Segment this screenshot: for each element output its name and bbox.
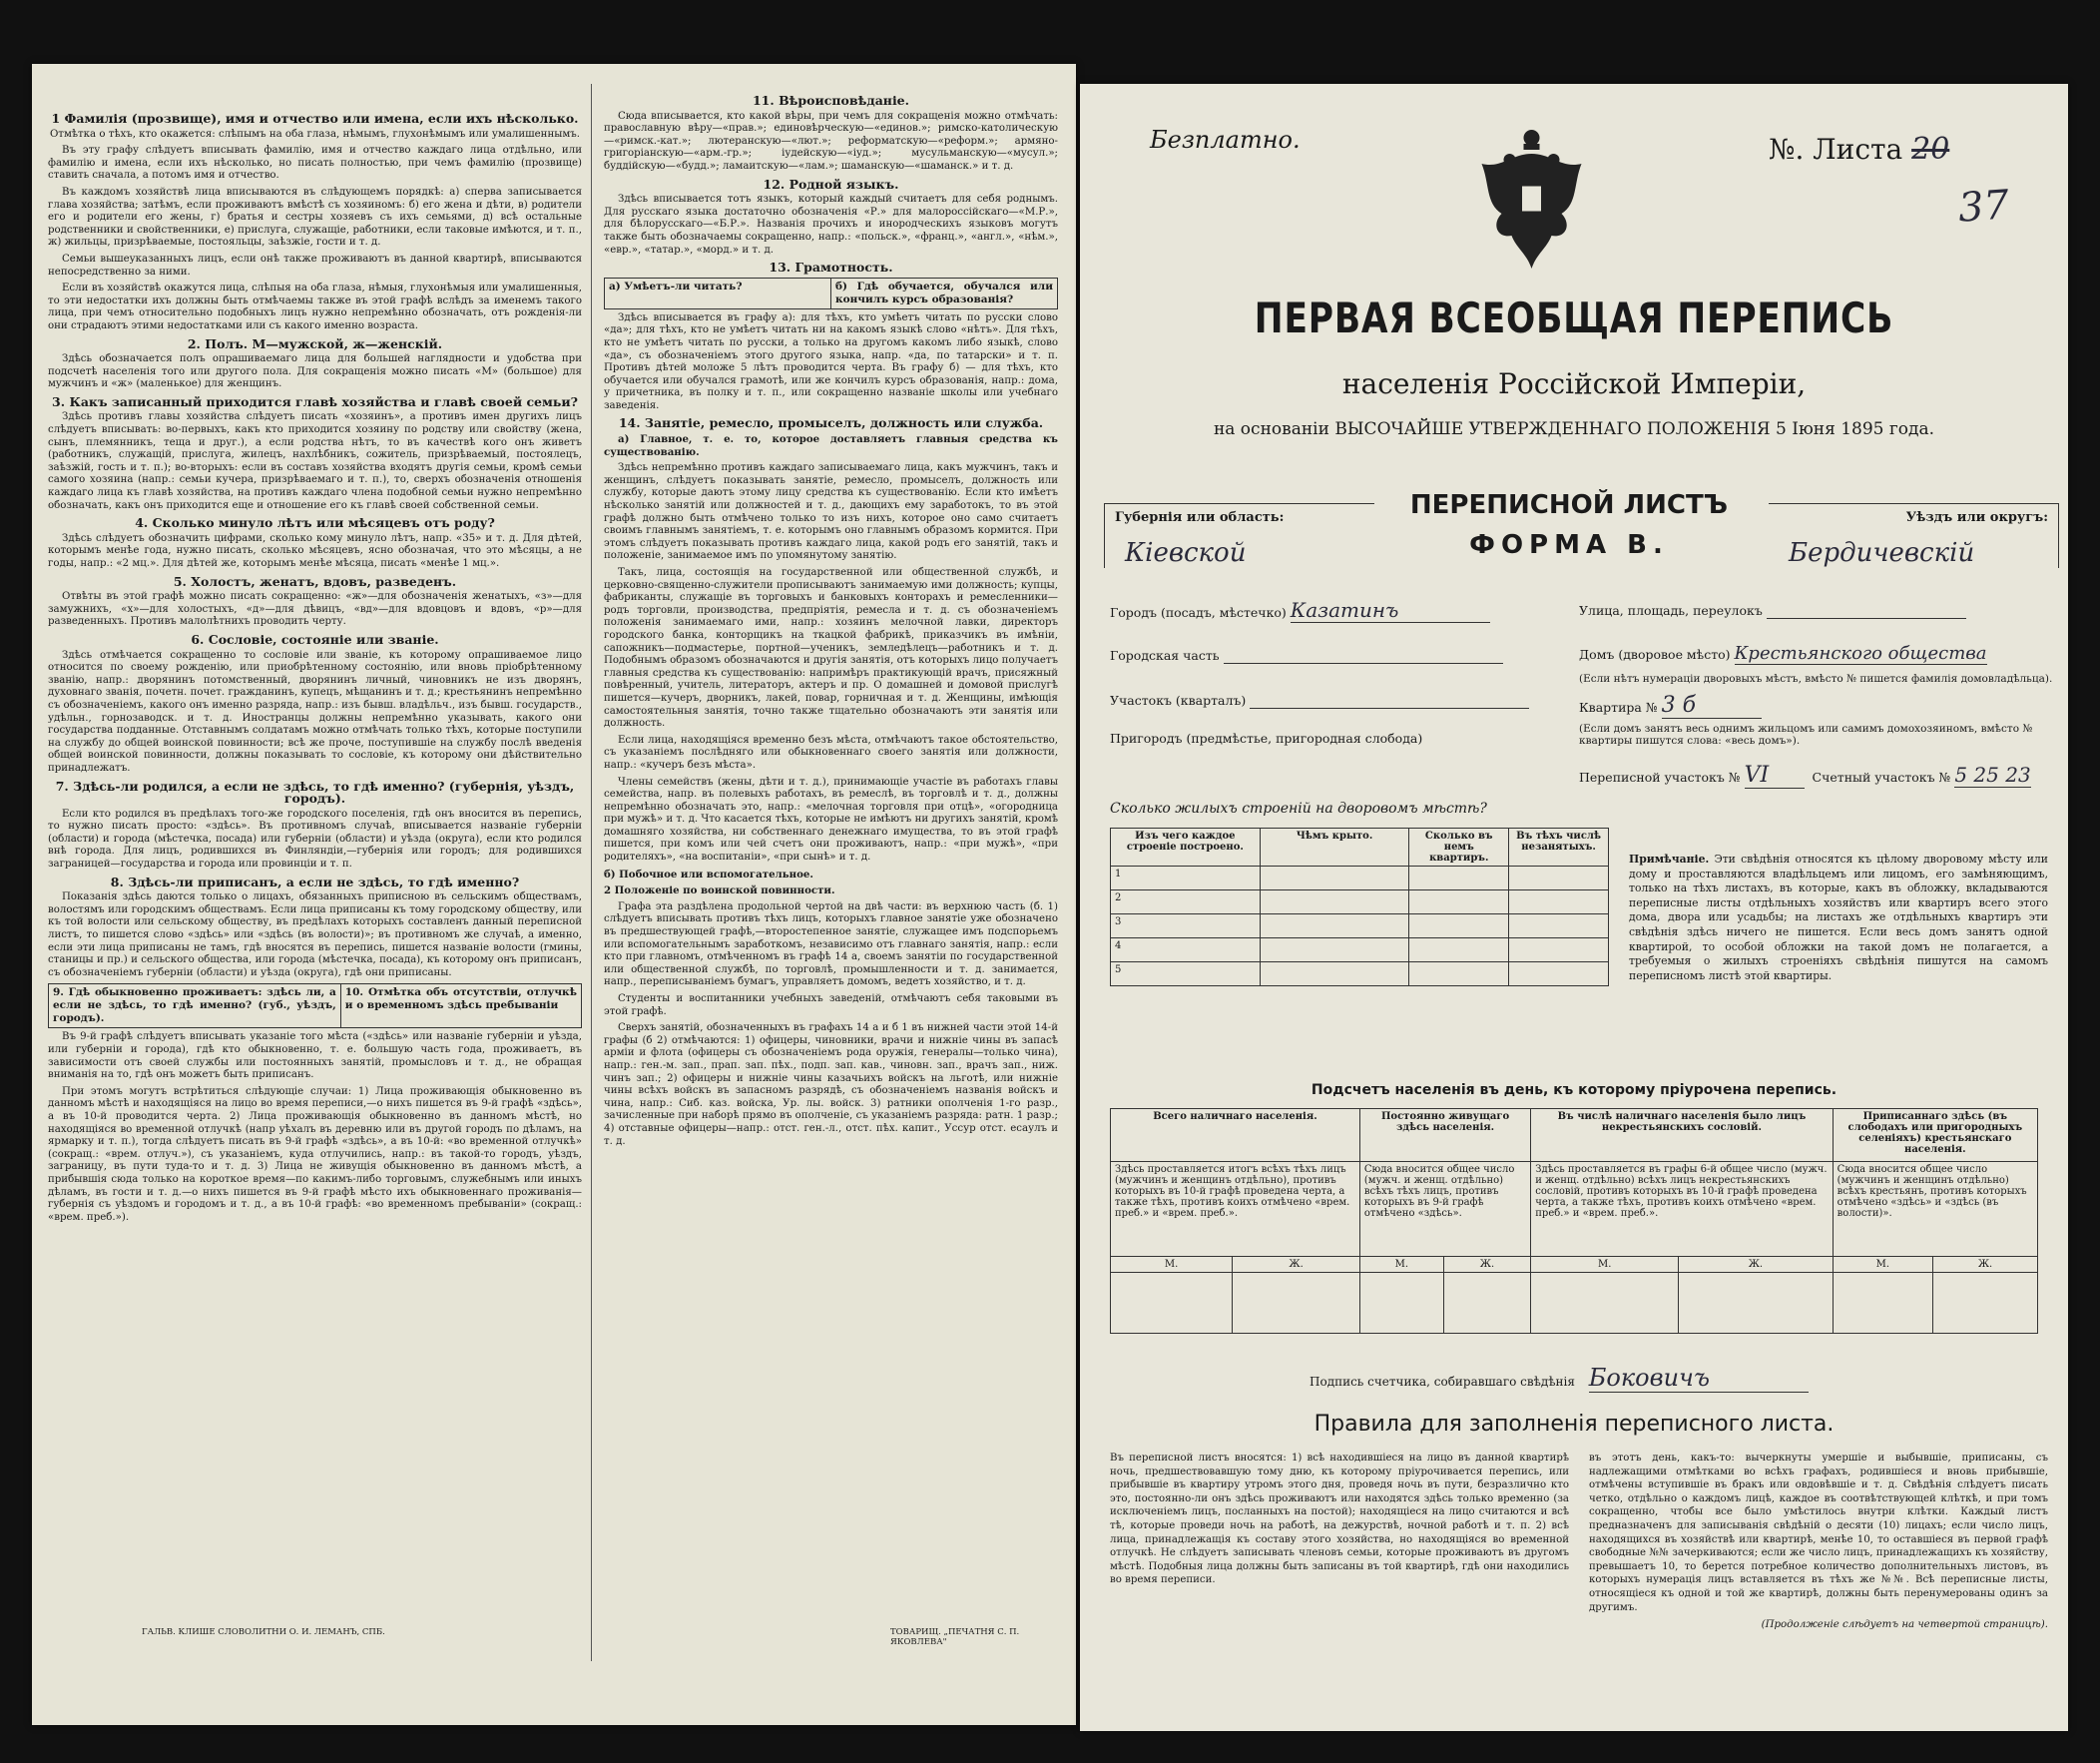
- left-column-2: [604, 90, 1058, 1667]
- table-header: Въ числѣ наличнаго населенія было лицъ некрестьянскихъ сословій.: [1531, 1109, 1833, 1162]
- census-basis: на основаніи ВЫСОЧАЙШЕ УТВЕРЖДЕННАГО ПОЛОЖЕНІЯ 5 Іюня 1895 года.: [1213, 419, 1935, 439]
- signature-value: Боковичъ: [1589, 1364, 1809, 1393]
- apartment-field: [1579, 693, 2058, 719]
- sheet-number-label: №. Листа: [1769, 133, 1903, 166]
- heading-2: 2. Полъ. М—мужской, ж—женскій.: [187, 335, 443, 351]
- note-text: Эти свѣдѣнія относятся къ цѣлому дворовому мѣсту или дому и проставляются владѣльцемъ или лицомъ, его замѣняющимъ, только на тѣхъ листахъ, въ которые, какъ въ обложку, вкладываются переписные листы отдѣльныхъ хозяйствъ или квартиръ всего этого дома, двора или усадьбы; на листахъ же отдѣльныхъ квартиръ эти свѣдѣнія здѣсь ничего не пишется. Если весь домъ занятъ одной квартирой, то особой обложки на такой домъ не полагается, а требуемыя о жилыхъ строеніяхъ свѣдѣнія пишутся на самомъ переписномъ листѣ этой квартиры.: [1629, 853, 2048, 982]
- city-part-field: [1110, 648, 1549, 664]
- table-row: [1111, 1273, 2038, 1334]
- table-header-row: [1111, 829, 1609, 867]
- district-label: Участокъ (кварталъ): [1110, 693, 1247, 708]
- heading-8: 8. Здѣсь-ли приписанъ, а если не здѣсь, то гдѣ именно?: [110, 874, 520, 889]
- female-header: Ж.: [1933, 1257, 2038, 1273]
- buildings-table: [1110, 828, 1609, 986]
- count-district-value: 5 25 23: [1954, 763, 2031, 787]
- heading-14: 14. Занятіе, ремесло, промыселъ, должность или служба.: [618, 415, 1044, 431]
- rules-column-2-text: въ этотъ день, какъ-то: вычеркнуты умершіе и выбывшіе, приписаны, съ надлежащими отмѣтками во всѣхъ графахъ, родившіеся и вновь прибывшіе, отмѣчены вступившіе въ бракъ или овдовѣвшіе и т. д. Свѣдѣнія слѣдуетъ писать четко, отдѣльно о каждомъ лицѣ, каждое въ соотвѣтствующей клѣткѣ, и при томъ сокращенно, чтобы все было умѣстилось внутри клѣтки. Каждый листъ предназначенъ для записыванія свѣдѣній о десяти (10) лицахъ; если число лицъ, находящихся въ хозяйствѣ или квартирѣ, менѣе 10, то оставшіеся въ первой графѣ свободные №№ зачеркиваются; если же число лицъ, принадлежащихъ къ хозяйству, превышаетъ 10, то берется потребное количество дополнительныхъ листовъ, въ которыхъ нумерація лицъ вставляется въ тѣхъ же №№. Всѣ переписные листы, относящіеся къ одной и той же квартирѣ, должны быть перенумерованы одинъ за другимъ.: [1589, 1453, 2048, 1613]
- paragraph: Сверхъ занятій, обозначенныхъ въ графахъ 14 а и б 1 въ нижней части этой 14-й графы (б 2) отмѣчаются: 1) офицеры, чиновники, врачи и нижніе чины въ запасѣ арміи и флота (офицеры съ обозначеніемъ рода оружія, генералы—только чина), напр.: ген.-м. зап., прап. зап. пѣх., подп. зап. кав., чиновн. зап., врачъ зап., ниж. чинъ зап.; 2) офицеры и нижніе чины казачьихъ войскъ на льготѣ, или нижніе чины всѣхъ войскъ въ запасномъ разрядѣ, съ обозначеніемъ названія войскъ и чина, напр.: Сиб. каз. войска, Ур. лы. войск. 3) ратники ополченія 1-го разр., зачисленные при наборѣ прямо въ ополченіе, съ указаніемъ разряда: ратн. 1 разр.; 4) отставные офицеры—напр.: отст. ген.-л., отст. пѣх. капит., Уссур отст. есаулъ и т. д.: [604, 1022, 1058, 1147]
- rules-column-1: Въ переписной листъ вносятся: 1) всѣ находившіеся на лицо въ данной квартирѣ ночь, предшествовавшую тому дню, къ которому пріурочивается перепись, или прибывшіе въ квартиру утромъ этого дня, проведя ночь въ пути, безразлично кто это, постоянно-ли онъ здѣсь проживаютъ или находятся здѣсь только временно (за исключеніемъ лицъ, посланныхъ на постой); находящіеся на лицо считаются и всѣ тѣ, которые проведи ночь на работѣ, на дежурствѣ, ночной работѣ и т. п. 2) всѣ лица, принадлежащія къ составу этого хозяйства, но находящіяся во временной отлучкѣ. Не слѣдуетъ записывать членовъ семьи, которые проживаютъ въ другомъ мѣстѣ. Подобныя лица должны быть записаны въ той квартирѣ, гдѣ они находились во время переписи.: [1110, 1453, 1569, 1586]
- table-cell: [1409, 962, 1509, 986]
- table-header: Чѣмъ крыто.: [1260, 829, 1409, 867]
- row-number: 2: [1111, 890, 1261, 914]
- count-district-label: Счетный участокъ №: [1812, 770, 1951, 785]
- heading-9-10-box: [48, 983, 582, 1028]
- buildings-question: Сколько жилыхъ строеній на дворовомъ мѣстѣ?: [1110, 801, 1487, 817]
- paragraph: Сюда вписывается, кто какой вѣры, при чемъ для сокращенія можно отмѣчать: православную вѣру—«прав.»; единовѣрческую—«единов.»; римско-католическую—«римск.-кат.»; лютеранскую—«лют.»; реформатскую—«реформ.»; армяно-григоріанскую—«арм.-гр.»; іудейскую—«іуд.»; мусульманскую—«мусул.»; буддійскую—«будд.»; ламаитскую—«лам.»; шаманскую—«шаманск.» и т. д.: [604, 110, 1058, 172]
- table-cell: Сюда вносится общее число (мужч. и женщ. отдѣльно) всѣхъ тѣхъ лицъ, противъ которыхъ въ 9-й графѣ отмѣчено «здѣсь».: [1359, 1162, 1530, 1257]
- rules-column-2: [1589, 1452, 2048, 1632]
- uezd-label: Уѣздъ или округъ:: [1905, 510, 2048, 525]
- population-table: [1110, 1108, 2038, 1334]
- table-header: Постоянно живущаго здѣсь населенія.: [1359, 1109, 1530, 1162]
- heading-11: 11. Вѣроисповѣданіе.: [752, 93, 909, 108]
- paragraph: Здѣсь обозначается полъ опрашиваемаго лица для большей наглядности и удобства при подсчетѣ населенія того или другого пола. Для сокращенія можно писать «М» (большое) для мужчинъ и «ж» (маленькое) для женщинъ.: [48, 353, 582, 390]
- male-header: М.: [1111, 1257, 1233, 1273]
- table-header: Въ тѣхъ числѣ незанятыхъ.: [1509, 829, 1609, 867]
- table-row: [1111, 890, 1609, 914]
- province-label: Губернія или область:: [1115, 510, 1285, 525]
- table-row: [1111, 1162, 2038, 1257]
- house-label: Домъ (дворовое мѣсто): [1579, 647, 1731, 662]
- census-district-label: Переписной участокъ №: [1579, 770, 1741, 785]
- female-header: Ж.: [1679, 1257, 1834, 1273]
- heading-14c: 2 Положеніе по воинской повинности.: [604, 884, 835, 897]
- table-row: [1111, 938, 1609, 962]
- paragraph: Такъ, лица, состоящія на государственной или общественной службѣ, и церковно-священно-служители прописываютъ занимаемую ими должность; купцы, фабриканты, служащіе въ торговыхъ и банковыхъ конторахъ и ремесленники—родъ торговли, производства, предпріятія, ремесла и т. д. съ обозначеніемъ положенія занимаемаго ими, напр.: хозяинъ мелочной лавки, директоръ городского банка, конторщикъ на ткацкой фабрикѣ, приказчикъ въ имѣніи, сапожникъ—подмастерье, портной—ученикъ, земледѣлецъ—работникъ и т. д. Подобнымъ образомъ обозначаются и другія занятія, отъ которыхъ лицо получаетъ главныя средства къ существованію: напримѣръ практикующій врачъ, присяжный повѣренный, учитель, литераторъ, актеръ и пр. О домашней и домовой прислугѣ пишется—кучеръ, дворникъ, лакей, повар, горничная и т. д. Женщины, имѣющія самостоятельныя занятія, точно также тщательно обозначаютъ эти занятія или должность.: [604, 567, 1058, 730]
- table-row: [1111, 867, 1609, 890]
- paragraph: Въ эту графу слѣдуетъ вписывать фамилію, имя и отчество каждаго лица отдѣльно, или фамилію и имена, если ихъ нѣсколько, но писать полностью, при чемъ фамилію (прозвище) ставить сначала, а потомъ имя и отчество.: [48, 145, 582, 182]
- female-header: Ж.: [1233, 1257, 1360, 1273]
- heading-4: 4. Сколько минуло лѣтъ или мѣсяцевъ отъ роду?: [135, 515, 495, 531]
- suburb-field: [1110, 731, 1549, 746]
- paragraph: Здѣсь вписывается въ графу а): для тѣхъ, кто умѣетъ читать по русски слово «да»; для тѣхъ, кто не умѣетъ читать ни на какомъ языкѣ слово «нѣтъ». Для тѣхъ, кто не умѣетъ читать по русски, а только на другомъ какомъ либо языкѣ, слово «да», съ обозначеніемъ этого другого языка, напр. «да, по татарски» и т. п. Противъ дѣтей моложе 5 лѣтъ проводится черта. Въ графу б) — для тѣхъ, кто обучается или обучался грамотѣ, или же кончилъ курсъ образованія, напр.: дома, у причетника, въ полку и т. п., или сокращенно названіе школы или учебнаго заведенія.: [604, 311, 1058, 411]
- street-label: Улица, площадь, переулокъ: [1579, 603, 1763, 618]
- heading-1: 1 Фамилія (прозвище), имя и отчество или имена, если ихъ нѣсколько.: [51, 111, 579, 126]
- province-box: [1104, 503, 1374, 568]
- table-row: [1111, 962, 1609, 986]
- table-row: [1111, 1257, 2038, 1273]
- free-label: Безплатно.: [1150, 126, 1301, 154]
- left-page: [32, 64, 1076, 1725]
- table-header: Всего наличнаго населенія.: [1111, 1109, 1360, 1162]
- double-headed-eagle-icon: [1469, 124, 1594, 274]
- paragraph: Здѣсь противъ главы хозяйства слѣдуетъ писать «хозяинъ», а противъ имен другихъ лицъ слѣдуетъ вписывать: во-первыхъ, какъ кто приходится хозяину по родству или свойству (жена, сынъ, племянникъ, теща и друг.), а если родства нѣтъ, то въ качествѣ кого онъ живетъ (работникъ, служащій, прислуга, жилецъ, нахлѣбникъ, сожитель, призрѣваемый, постоялецъ, заѣзжій, гость и т. п.); во-вторыхъ: если въ составъ хозяйства входятъ другія семьи, кромѣ семьи самого хозяина (напр.: семьи кучера, призрѣваемаго и т. п.), то, сверхъ обозначенія отношенія каждаго лица къ главѣ хозяйства, на противъ каждаго члена подобной семьи нужно непремѣнно обозначать, какъ онъ приходится еще и отношение его къ главѣ своей собственной семьи.: [48, 411, 582, 511]
- street-field: [1579, 603, 2058, 619]
- row-number: 1: [1111, 867, 1261, 890]
- sheet-number-value: 20: [1911, 132, 1950, 167]
- table-cell: [1409, 867, 1509, 890]
- paragraph: Здѣсь слѣдуетъ обозначить цифрами, сколько кому минуло лѣтъ, напр. «35» и т. д. Для дѣтей, которымъ менѣе года, нужно писать, сколько мѣсяцевъ, ясно обозначая, что это мѣсяцы, а не годы, напр.: «2 мц.». Для дѣтей же, которымъ менѣе мѣсяца, писать «менѣе 1 мц.».: [48, 532, 582, 569]
- house-note: (Если нѣтъ нумераціи дворовыхъ мѣстъ, вмѣсто № пишется фамилія домовладѣльца).: [1579, 673, 2053, 685]
- table-cell: [1409, 914, 1509, 938]
- heading-10: 10. Отмѣтка объ отсутствіи, отлучкѣ и о временномъ здѣсь пребываніи: [344, 986, 577, 1012]
- paragraph: Если кто родился въ предѣлахъ того-же городского поселенія, гдѣ онъ вносится въ перепись, то нужно писать просто: «здѣсь». Въ противномъ случаѣ, вписывается названіе губерніи (области) и города (мѣстечка, посада) или губерніи (области) и уѣзда (округа), если кто родился внѣ города. Для лицъ, родившихся въ Финляндіи,—губернія или городъ; для родившихся заграницей—государства и города или провинціи и т. п.: [48, 808, 582, 871]
- heading-9: 9. Гдѣ обыкновенно проживаетъ: здѣсь ли, а если не здѣсь, то гдѣ именно? (губ., уѣздъ, городъ).: [49, 984, 341, 1027]
- house-value: Крестьянского общества: [1734, 643, 1987, 664]
- row-number: 3: [1111, 914, 1261, 938]
- heading-14a: а) Главное, т. е. то, которое доставляетъ главныя средства къ существованію.: [604, 433, 1058, 458]
- female-header: Ж.: [1443, 1257, 1531, 1273]
- row-number: 5: [1111, 962, 1261, 986]
- population-count-title: Подсчетъ населенія въ день, къ которому пріурочена перепись.: [1311, 1082, 1838, 1098]
- province-value: Кіевской: [1125, 538, 1247, 568]
- table-header-row: [1111, 1109, 2038, 1162]
- paragraph: Въ 9-й графѣ слѣдуетъ вписывать указаніе того мѣста («здѣсь» или названіе губерніи и уѣзда, или губерніи и города), гдѣ кто обыкновенно, т. е. большую часть года, проживаетъ, въ зависимости отъ своей службы или постоянныхъ занятій, промысловъ и т. д., не обращая вниманія на то, гдѣ онъ можетъ быть приписанъ.: [48, 1031, 582, 1081]
- male-header: М.: [1833, 1257, 1932, 1273]
- paragraph: Отвѣты въ этой графѣ можно писать сокращенно: «ж»—для обозначенія женатыхъ, «з»—для замужнихъ, «х»—для холостыхъ, «д»—для дѣвицъ, «вд»—для вдовцовъ и вдовъ, «р»—для разведенныхъ. Противъ малолѣтнихъ проводить черту.: [48, 591, 582, 628]
- table-cell: [1260, 962, 1409, 986]
- house-field: [1579, 643, 2058, 665]
- paragraph: При этомъ могутъ встрѣтиться слѣдующіе случаи: 1) Лица проживающія обыкновенно въ данномъ мѣстѣ и находящіяся на лицо во время переписи,—о нихъ пишется въ 9-й графѣ «здѣсь», а въ 10-й проводится черта. 2) Лица проживающія обыкновенно въ данномъ мѣстѣ, но находящіяся во временной отлучкѣ (напр уѣхалъ въ деревню или въ другой городъ по дѣламъ, на ярмарку и т. п.), тогда слѣдуетъ писать въ 9-й графѣ «здѣсь», а въ 10-й: «во временной отлучкѣ» (сокращ.: «врем. отлуч.»), съ указаніемъ, куда отлучились, напр.: въ такой-то городъ, уѣздъ, заграницу, въ пути туда-то и т. д. 3) Лица не живущія обыкновенно въ данномъ мѣстѣ, а прибывшія сюда только на короткое время—по какимъ-либо торговымъ, служебнымъ или иныхъ дѣламъ, въ гости и т. д.—о нихъ пишется въ 9-й графѣ мѣсто ихъ обыкновеннаго проживанія—губернія съ уѣздомъ и городомъ и т. д., а въ 10-й графѣ: «во временномъ пребываніи» (сокращ.: «врем. преб.»).: [48, 1085, 582, 1223]
- paragraph: Семьи вышеуказанныхъ лицъ, если онѣ также проживаютъ въ данной квартирѣ, вписываются непосредственно за ними.: [48, 253, 582, 278]
- male-header: М.: [1359, 1257, 1443, 1273]
- row-number: 4: [1111, 938, 1261, 962]
- census-title: ПЕРВАЯ ВСЕОБЩАЯ ПЕРЕПИСЬ: [1254, 294, 1894, 342]
- enumerator-signature-field: [1310, 1364, 1809, 1393]
- uezd-value: Бердичевскій: [1789, 538, 1975, 568]
- heading-1b: Отмѣтка о тѣхъ, кто окажется: слѣпымъ на оба глаза, нѣмымъ, глухонѣмымъ или умалишеннымъ.: [49, 128, 581, 140]
- city-value: Казатинъ: [1291, 598, 1490, 623]
- table-cell: [1260, 867, 1409, 890]
- table-cell: Здѣсь проставляется итогъ всѣхъ тѣхъ лицъ (мужчинъ и женщинъ отдѣльно), противъ которыхъ въ 10-й графѣ проведена черта, а также тѣхъ, противъ коихъ отмѣчено «врем. преб.» и «врем. преб.».: [1111, 1162, 1360, 1257]
- heading-13b: б) Гдѣ обучается, обучался или кончилъ курсъ образованія?: [835, 280, 1053, 305]
- sheet-number-field: [1769, 132, 1949, 167]
- table-row: [1111, 914, 1609, 938]
- table-cell: [1260, 938, 1409, 962]
- form-title-line2: ФОРМА В.: [1469, 530, 1669, 560]
- heading-13a: а) Умѣетъ-ли читать?: [605, 279, 831, 308]
- suburb-label: Пригородъ (предмѣстье, пригородная слобода): [1110, 731, 1423, 746]
- apartment-label: Квартира №: [1579, 700, 1658, 715]
- paragraph: Показанія здѣсь даются только о лицахъ, обязанныхъ приписною въ сельскимъ обществамъ, волостямъ или городскимъ обществамъ. Если лица приписаны къ тому городскому обществу, или къ той волости или сельскому обществу, въ предѣлахъ которыхъ составленъ данный переписной листъ, то пишется слово «здѣсь» или «здѣсь (въ волости)»; въ противномъ же случаѣ, а именно, если эти лица приписаны не тамъ, гдѣ вносятся въ перепись, пишется названіе волости (гмины, станицы и пр.) и сельского общества, или города (мѣстечка, посада), къ которому онъ приписанъ, съ обозначеніемъ губерніи (области) и уѣзда (округа), гдѣ они приписаны.: [48, 891, 582, 978]
- table-cell: [1409, 890, 1509, 914]
- signature-label: Подпись счетчика, собиравшаго свѣдѣнія: [1310, 1375, 1575, 1389]
- heading-12: 12. Родной языкъ.: [763, 176, 899, 192]
- heading-13-box: [604, 278, 1058, 309]
- table-cell: [1260, 914, 1409, 938]
- paragraph: Здѣсь вписывается тотъ языкъ, который каждый считаетъ для себя роднымъ. Для русскаго языка достаточно обозначенія «Р.» для малороссійскаго—«М.Р.», для бѣлорусскаго—«Б.Р.». Названія прочихъ и инородческихъ языковъ могутъ также быть обозначаемы сокращенно, напр.: «польск.», «франц.», «англ.», «нѣм.», «евр.», «татар.», «морд.» и т. д.: [604, 194, 1058, 256]
- census-district-field: [1579, 763, 2058, 789]
- city-part-label: Городская часть: [1110, 648, 1220, 663]
- rules-title: Правила для заполненія переписного листа.: [1313, 1412, 1835, 1437]
- heading-7: 7. Здѣсь-ли родился, а если не здѣсь, то гдѣ именно? (губернія, уѣздъ, городъ).: [55, 778, 575, 807]
- paragraph: Здѣсь отмѣчается сокращенно то сословіе или званіе, къ которому опрашиваемое лицо относится по своему рожденію, или приобрѣтенному состоянію, или вновь пріобрѣтенному званію, напр.: дворянинъ потомственный, дворянинъ личный, чиновникъ не изъ дворянъ, духовнаго званія, почетн. почет. гражданинъ, купецъ, мѣщанинъ и т. д.; крестьянинъ непремѣнно съ обозначеніемъ, какого онъ именно разряда, напр.: изъ бывш. владѣльч., изъ бывш. государств., удѣльн., горнозаводск. и т. д. Иностранцы должны непремѣнно указывать, какого они государства подданные. Отставнымъ солдатамъ можно отмѣчать только тѣхъ, которые поступили на службу до общей воинской повинности; всѣ же проче, поступившіе на службу послѣ введенія общей воинской повинности, должны показывать то сословіе, къ которому они дѣйствительно принадлежатъ.: [48, 649, 582, 774]
- printer-mark-left: ГАЛЬВ. КЛИШЕ СЛОВОЛИТНИ О. И. ЛЕМАНЪ, СПБ.: [142, 1627, 385, 1637]
- table-cell: Здѣсь проставляется въ графы 6-й общее число (мужч. и женщ. отдѣльно) всѣхъ лицъ некрестьянскихъ сословій, противъ которыхъ въ 10-й графѣ проведена черта, а также тѣхъ, противъ коихъ отмѣчено «врем. преб.» и «врем. преб.».: [1531, 1162, 1833, 1257]
- table-header: Изъ чего каждое строеніе построено.: [1111, 829, 1261, 867]
- table-cell: [1509, 938, 1609, 962]
- sheet-number-handwritten: 37: [1956, 182, 2011, 232]
- table-cell: [1509, 890, 1609, 914]
- paragraph: Графа эта раздѣлена продольной чертой на двѣ части: въ верхнюю часть (б. 1) слѣдуетъ вписывать противъ тѣхъ лицъ, которыхъ главное занятіе уже обозначено въ предшествующей графѣ,—второстепенное занятіе, служащее имъ подспорьемъ или вспомогательнымъ заработкомъ, независимо отъ главнаго занятія, напр.: если кто при главномъ, отмѣченномъ въ графѣ 14 а, своемъ занятіи по государственной или общественной службѣ, по торговлѣ, промышленности и т. д. занимается, напр., переписываніемъ бумагъ, управляетъ домомъ, ведетъ хозяйство, и т. д.: [604, 900, 1058, 988]
- form-title: [1379, 485, 1759, 565]
- apartment-note: (Если домъ занятъ весь однимъ жильцомъ или самимъ домохозяиномъ, вмѣсто № квартиры пишутся слова: «весь домъ»).: [1579, 723, 2033, 747]
- rules-continued: (Продолженіе слѣдуетъ на четвертой страницѣ).: [1761, 1619, 2048, 1631]
- heading-3: 3. Какъ записанный приходится главѣ хозяйства и главѣ своей семьи?: [52, 393, 578, 409]
- table-cell: [1260, 890, 1409, 914]
- paragraph: Если въ хозяйствѣ окажутся лица, слѣпыя на оба глаза, нѣмыя, глухонѣмыя или умалишенныя, то эти недостатки ихъ должны быть отмѣчаемы также въ этой графѣ вслѣдъ за именемъ такого лица, при чемъ относительно подобныхъ лицъ нужно непремѣнно обозначать, отъ рожденія-ли они страдаютъ этими недостатками или съ какого именно возраста.: [48, 283, 582, 331]
- paragraph: Члены семействъ (жены, дѣти и т. д.), принимающіе участіе въ работахъ главы семейства, напр. въ полевыхъ работахъ, въ ремеслѣ, въ торговлѣ и т. д., должны непремѣнно обозначать это, напр.: «мелочная торговля при отцѣ», «огородница при мужѣ» и т. д. Что касается тѣхъ, которые не имѣютъ ни другихъ занятій, кромѣ домашняго хозяйства, ни собственнаго денежнаго имущества, то въ этой графѣ пишется, при комъ или чей счетъ они проживаютъ, напр.: «при мужѣ», «при родителяхъ», «на воспитаніи», «при сынѣ» и т. д.: [604, 776, 1058, 864]
- city-field: [1110, 598, 1549, 623]
- uezd-box: [1769, 503, 2059, 568]
- note-title: Примѣчаніе.: [1629, 853, 1710, 866]
- table-cell: [1509, 962, 1609, 986]
- table-cell: [1509, 914, 1609, 938]
- printer-mark-right: ТОВАРИЩ. „ПЕЧАТНЯ С. П. ЯКОВЛЕВА": [890, 1627, 1020, 1647]
- heading-14b: б) Побочное или вспомогательное.: [604, 868, 813, 881]
- city-label: Городъ (посадъ, мѣстечко): [1110, 605, 1287, 620]
- district-field: [1110, 693, 1549, 709]
- paragraph: Въ каждомъ хозяйствѣ лица вписываются въ слѣдующемъ порядкѣ: а) сперва записывается глава хозяйства; затѣмъ, если проживаютъ вмѣстѣ съ хозяиномъ: б) его жена и дѣти, в) родители его и родители его жены, г) братья и сестры хозяевъ съ ихъ семьями, д) всѣ остальные родственники и свойственники, е) прислуга, служащіе, работники, если таковые имѣются, и т. п., ж) жильцы, призрѣваемые, постояльцы, заѣзжіе, гости и т. д.: [48, 186, 582, 249]
- left-column-1: [48, 108, 582, 1665]
- heading-13: 13. Грамотность.: [769, 260, 893, 276]
- table-header: Приписаннаго здѣсь (въ слободахъ или пригородныхъ селеніяхъ) крестьянскаго населенія.: [1833, 1109, 2037, 1162]
- male-header: М.: [1531, 1257, 1679, 1273]
- table-cell: [1409, 938, 1509, 962]
- note-block: [1629, 853, 2048, 983]
- heading-5: 5. Холостъ, женатъ, вдовъ, разведенъ.: [173, 573, 457, 589]
- paragraph: Если лица, находящіяся временно безъ мѣста, отмѣчаютъ такое обстоятельство, съ указаніемъ послѣдняго или обыкновеннаго своего занятія или должности, напр.: «кучеръ безъ мѣста».: [604, 734, 1058, 771]
- table-cell: Сюда вносится общее число (мужчинъ и женщинъ отдѣльно) всѣхъ крестьянъ, противъ которыхъ отмѣчено «здѣсь» и «здѣсь (въ волости)».: [1833, 1162, 2037, 1257]
- right-page: [1080, 84, 2068, 1731]
- census-district-value: VI: [1745, 763, 1805, 789]
- paragraph: Здѣсь непремѣнно противъ каждаго записываемаго лица, какъ мужчинъ, такъ и женщинъ, слѣдуетъ показывать занятіе, ремесло, промыселъ, должность или службу, которые даютъ этому лицу средства къ существованію. Если кто имѣетъ нѣсколько занятій или должностей и т. д., дающихъ ему заработокъ, то въ этой графѣ должно быть отмѣчено только то изъ нихъ, которое оно само считаетъ своимъ главнымъ занятіемъ, т. е. которымъ оно главнымъ образомъ кормится. При этомъ слѣдуетъ показывать противъ каждаго лица, какой родъ его занятій, такъ и положеніе, занимаемое имъ по упомянутому занятію.: [604, 462, 1058, 562]
- apartment-value: 3 б: [1662, 693, 1762, 719]
- paragraph: Студенты и воспитанники учебныхъ заведеній, отмѣчаютъ себя таковыми въ этой графѣ.: [604, 993, 1058, 1017]
- heading-6: 6. Сословіе, состояніе или званіе.: [191, 631, 439, 647]
- form-title-line1: ПЕРЕПИСНОЙ ЛИСТЪ: [1409, 490, 1729, 520]
- table-header: Сколько въ немъ квартиръ.: [1409, 829, 1509, 867]
- column-divider: [591, 84, 592, 1661]
- census-subtitle: населенія Россійской Имперіи,: [1341, 367, 1807, 400]
- table-cell: [1509, 867, 1609, 890]
